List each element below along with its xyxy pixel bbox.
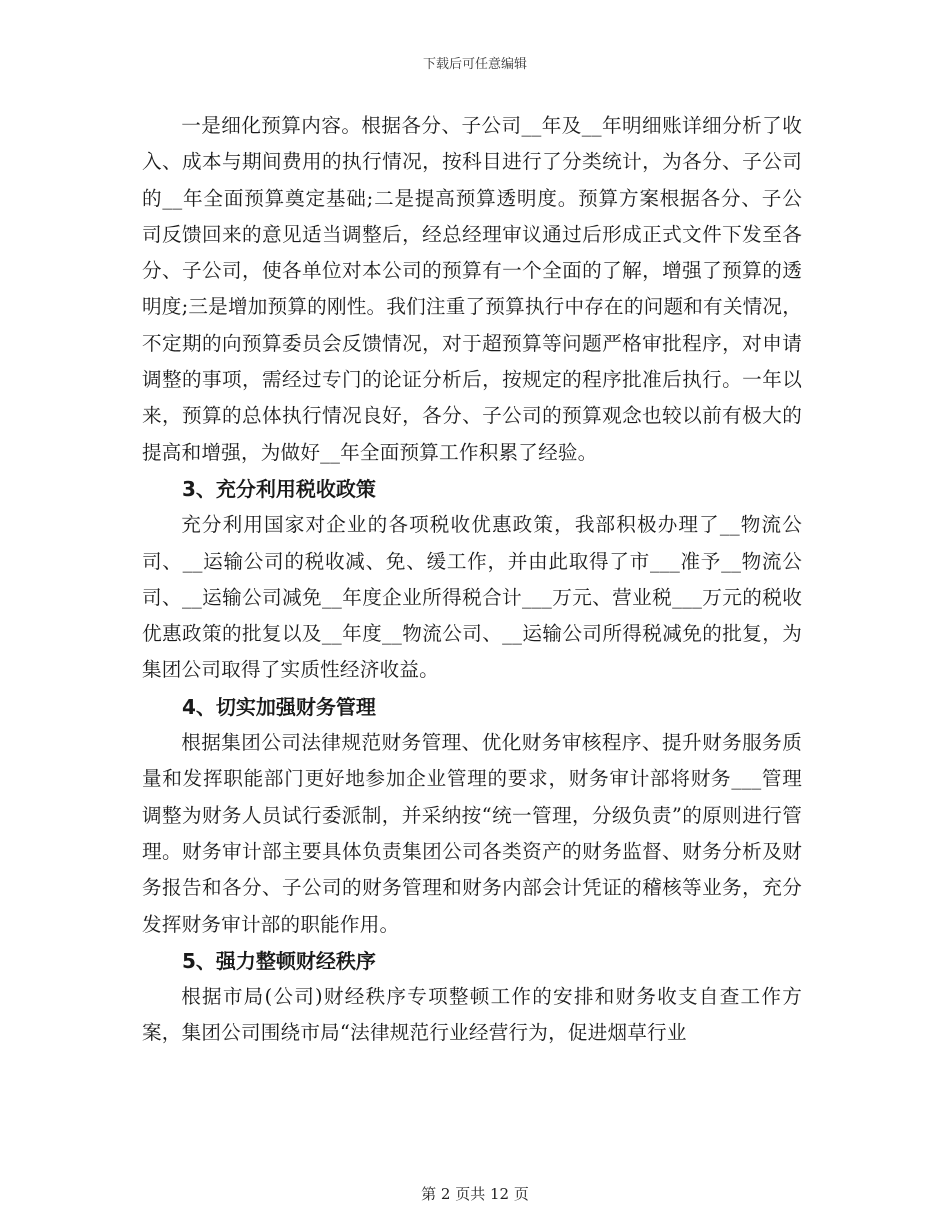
section-heading-3: 3、充分利用税收政策 (182, 476, 376, 501)
document-body (142, 108, 802, 1052)
paragraph-finance: 根据集团公司法律规范财务管理、优化财务审核程序、提升财务服务质量和发挥职能部门更好地参加企业管理的要求，财务审计部将财务___管理调整为财务人员试行委派制，并采纳按“统一管理，分级负责”的原则进行管理。财务审计部主要具体负责集团公司各类资产的财务监督、财务分析及财务报告和各分、子公司的财务管理和财务内部会计凭证的稽核等业务，充分发挥财务审计部的职能作用。 (142, 731, 802, 936)
paragraph-budget: 一是细化预算内容。根据各分、子公司__年及__年明细账详细分析了收入、成本与期间费用的执行情况，按科目进行了分类统计，为各分、子公司的__年全面预算奠定基础;二是提高预算透明度。预算方案根据各分、子公司反馈回来的意见适当调整后，经总经理审议通过后形成正式文件下发至各分、子公司，使各单位对本公司的预算有一个全面的了解，增强了预算的透明度;三是增加预算的刚性。我们注重了预算执行中存在的问题和有关情况，不定期的向预算委员会反馈情况，对于超预算等问题严格审批程序，对申请调整的事项，需经过专门的论证分析后，按规定的程序批准后执行。一年以来，预算的总体执行情况良好，各分、子公司的预算观念也较以前有极大的提高和增强，为做好__年全面预算工作积累了经验。 (142, 114, 802, 464)
section-heading-5: 5、强力整顿财经秩序 (182, 948, 376, 973)
section-heading-4: 4、切实加强财务管理 (182, 694, 376, 719)
paragraph-order: 根据市局(公司)财经秩序专项整顿工作的安排和财务收支自查工作方案，集团公司围绕市局“法律规范行业经营行为，促进烟草行业 (142, 985, 802, 1045)
paragraph-tax: 充分利用国家对企业的各项税收优惠政策，我部积极办理了__物流公司、__运输公司的税收减、免、缓工作，并由此取得了市___准予__物流公司、__运输公司减免__年度企业所得税合计___万元、营业税___万元的税收优惠政策的批复以及__年度__物流公司、__运输公司所得税减免的批复，为集团公司取得了实质性经济收益。 (142, 513, 802, 682)
page-header: 下载后可任意编辑 (422, 57, 527, 72)
page-footer: 第 2 页共 12 页 (421, 1185, 529, 1203)
